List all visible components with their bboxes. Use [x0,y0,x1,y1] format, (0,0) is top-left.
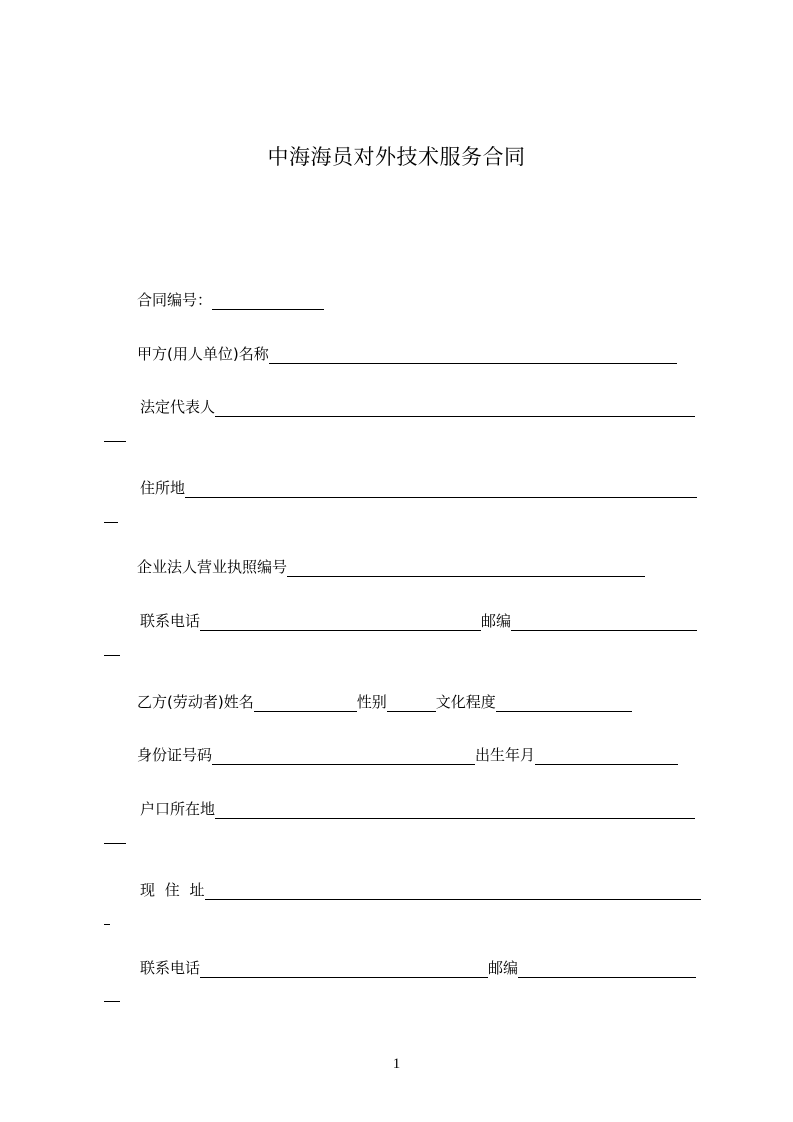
hukou-blank-wrap[interactable] [104,842,126,844]
business-license-blank[interactable] [287,560,645,577]
contact-a-row [140,611,697,631]
party-b-name-label: 乙方(劳动者)姓名 [137,693,254,711]
current-address-blank-wrap[interactable] [104,923,110,925]
birth-date-label: 出生年月 [475,746,536,764]
postcode-b-blank[interactable] [518,961,696,978]
postcode-a-blank[interactable] [511,614,697,631]
hukou-label: 户口所在地 [140,800,216,818]
page-number: 1 [392,1056,401,1072]
party-a-name-label: 甲方(用人单位)名称 [137,345,269,363]
party-a-name-row [137,344,677,364]
address-a-label: 住所地 [140,479,186,497]
address-a-blank-wrap[interactable] [104,521,118,523]
legal-representative-label: 法定代表人 [140,398,216,416]
business-license-row [137,557,645,577]
current-address-blank[interactable] [205,883,701,900]
party-a-name-blank[interactable] [269,347,677,364]
business-license-label: 企业法人营业执照编号 [137,558,288,576]
legal-representative-blank-wrap[interactable] [104,440,126,442]
phone-b-blank[interactable] [200,961,488,978]
current-address-row [140,880,701,900]
postcode-b-label: 邮编 [488,959,519,977]
education-blank[interactable] [496,695,632,712]
contract-number-label: 合同编号： [137,291,213,309]
contact-a-blank-wrap[interactable] [104,654,120,656]
address-a-row [140,478,697,498]
education-label: 文化程度 [435,693,496,711]
legal-representative-row [140,397,695,417]
hukou-row [140,799,695,819]
postcode-a-label: 邮编 [481,612,512,630]
legal-representative-blank[interactable] [215,400,695,417]
gender-blank[interactable] [387,695,436,712]
address-a-blank[interactable] [185,481,697,498]
page-title: 中海海员对外技术服务合同 [267,145,526,169]
contact-b-blank-wrap[interactable] [104,1000,120,1002]
id-number-row [137,745,678,765]
id-number-label: 身份证号码 [137,746,213,764]
phone-a-blank[interactable] [200,614,481,631]
hukou-blank[interactable] [215,802,695,819]
id-number-blank[interactable] [212,748,475,765]
gender-label: 性别 [356,693,387,711]
current-address-label: 现 住 址 [140,881,205,899]
party-b-name-row [137,692,632,712]
phone-b-label: 联系电话 [140,959,201,977]
party-b-name-blank[interactable] [254,695,357,712]
birth-date-blank[interactable] [535,748,678,765]
contact-b-row [140,958,696,978]
contract-number-blank[interactable] [212,293,324,310]
phone-a-label: 联系电话 [140,612,201,630]
contract-number-row [137,290,324,310]
